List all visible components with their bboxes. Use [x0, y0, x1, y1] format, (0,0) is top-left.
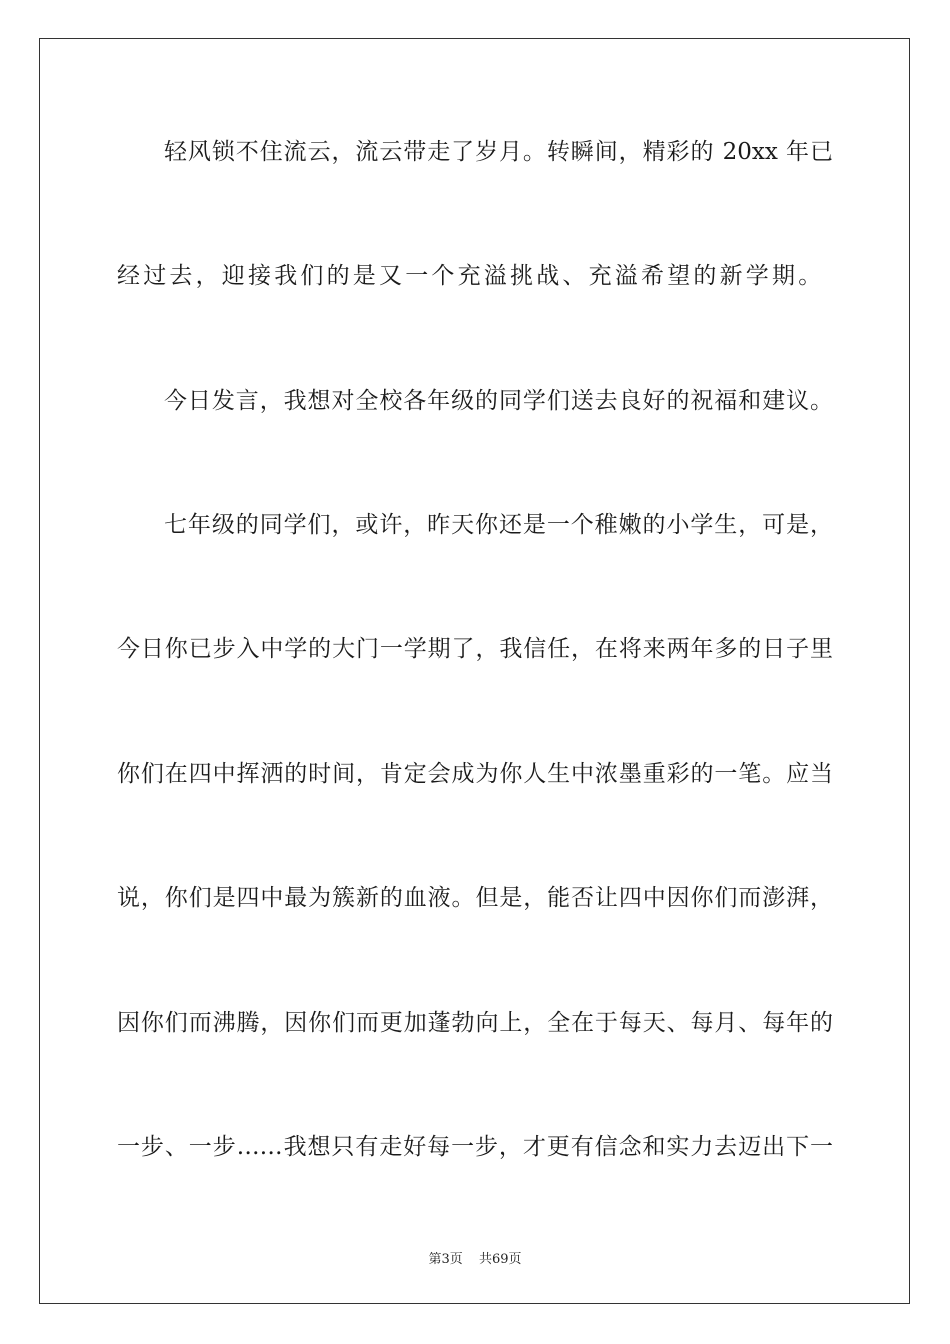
paragraph-line: 一步、一步……我想只有走好每一步，才更有信念和实力去迈出下一 — [117, 1134, 833, 1160]
paragraph-line: 你们在四中挥洒的时间，肯定会成为你人生中浓墨重彩的一笔。应当 — [117, 761, 833, 787]
paragraph-line: 今日你已步入中学的大门一学期了，我信任，在将来两年多的日子里 — [117, 636, 833, 662]
paragraph-line: 说，你们是四中最为簇新的血液。但是，能否让四中因你们而澎湃， — [117, 885, 833, 911]
page-total: 共69页 — [478, 1252, 522, 1267]
paragraph-line: 七年级的同学们，或许，昨天你还是一个稚嫩的小学生，可是， — [164, 512, 833, 538]
page-border — [39, 38, 910, 1304]
paragraph-line: 轻风锁不住流云，流云带走了岁月。转瞬间，精彩的 20xx 年已 — [164, 139, 833, 165]
paragraph-line: 经过去，迎接我们的是又一个充溢挑战、充溢希望的新学期。 — [117, 263, 825, 289]
page-footer — [0, 1248, 950, 1267]
paragraph-line: 因你们而沸腾，因你们而更加蓬勃向上，全在于每天、每月、每年的 — [117, 1010, 833, 1036]
page-number: 第3页 — [428, 1252, 463, 1267]
paragraph-line: 今日发言，我想对全校各年级的同学们送去良好的祝福和建议。 — [164, 388, 833, 414]
